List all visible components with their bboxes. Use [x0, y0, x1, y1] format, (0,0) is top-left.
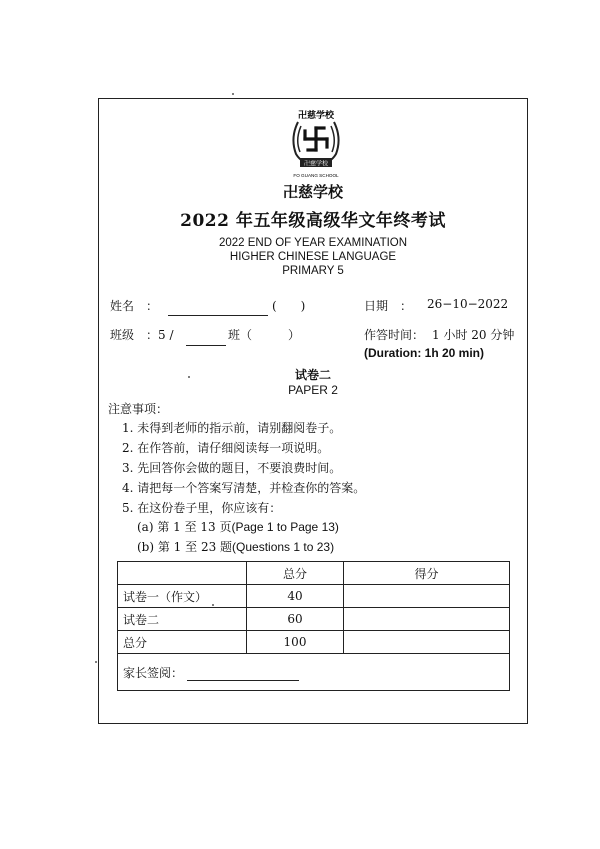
exam-title-zh: 2022 年五年级高级华文年终考试: [180, 211, 446, 231]
exam-title-en-line3: PRIMARY 5: [282, 265, 344, 277]
class-label: 班级 ：5 /: [110, 328, 174, 342]
class-suffix[interactable]: 班（ ）: [228, 328, 301, 342]
row-total: 100: [247, 631, 344, 654]
table-row: [118, 585, 510, 608]
row-score-field[interactable]: [344, 608, 510, 631]
scan-speck: [232, 93, 234, 95]
table-row: [118, 631, 510, 654]
date-value: 26−10−2022: [427, 297, 509, 311]
register-number-field[interactable]: ( ): [272, 299, 306, 313]
sub-b-en: (Questions 1 to 23): [232, 540, 335, 554]
row-total: 40: [247, 585, 344, 608]
table-header-row: [118, 562, 510, 585]
row-label: 总分: [118, 631, 247, 654]
row-label: 试卷二: [118, 608, 247, 631]
name-field[interactable]: [168, 297, 268, 310]
table-header-blank: [118, 562, 247, 585]
scan-speck: [95, 661, 97, 663]
score-table: [117, 561, 510, 691]
instructions-title: 注意事项：: [108, 402, 169, 416]
date-label: 日期 ：: [364, 299, 413, 313]
row-score-field[interactable]: [344, 631, 510, 654]
crest-top-text: 卍慈学校: [297, 111, 335, 121]
row-label: 试卷一（作文）: [118, 585, 247, 608]
signature-cell: [118, 654, 510, 691]
exam-title-en-line1: 2022 END OF YEAR EXAMINATION: [218, 237, 408, 249]
instruction-item: 3. 先回答你会做的题目，不要浪费时间。: [122, 461, 342, 475]
name-label: 姓名 ：: [110, 299, 159, 313]
class-field[interactable]: [186, 327, 226, 340]
instruction-item: 1. 未得到老师的指示前，请别翻阅卷子。: [122, 421, 342, 435]
crest-bottom-text: FO GUANG SCHOOL: [293, 173, 339, 178]
signature-label: 家长签阅：: [123, 665, 184, 680]
sub-a-en: (Page 1 to Page 13): [231, 520, 339, 534]
signature-field[interactable]: [187, 668, 299, 681]
duration-en: (Duration: 1h 20 min): [364, 346, 485, 360]
instruction-item: 4. 请把每一个答案写清楚，并检查你的答案。: [122, 481, 366, 495]
paper-label-zh: 试卷二: [294, 368, 331, 382]
instruction-item: 2. 在作答前，请仔细阅读每一项说明。: [122, 441, 330, 455]
paper-label-en: PAPER 2: [288, 383, 338, 397]
instruction-sub-b: [137, 538, 334, 555]
table-row: [118, 608, 510, 631]
scan-speck: [188, 376, 190, 378]
time-value: 1 小时 20 分钟: [432, 328, 515, 342]
row-total: 60: [247, 608, 344, 631]
school-crest-icon: [284, 108, 348, 180]
sub-a-zh: (a) 第 1 至 13 页: [137, 520, 232, 534]
table-header-total: 总分: [247, 562, 344, 585]
instruction-sub-a: [137, 518, 339, 535]
time-label: 作答时间：: [364, 328, 425, 342]
exam-title-en-line2: HIGHER CHINESE LANGUAGE: [229, 251, 397, 263]
scan-speck: [212, 604, 214, 606]
sub-b-zh: (b) 第 1 至 23 题: [137, 540, 233, 554]
crest-band-text: 卍慈学校: [303, 160, 329, 168]
row-score-field[interactable]: [344, 585, 510, 608]
instruction-item: 5. 在这份卷子里，你应该有：: [122, 501, 282, 515]
table-header-score: 得分: [344, 562, 510, 585]
signature-row: [118, 654, 510, 691]
school-name: 卍慈学校: [282, 183, 343, 201]
